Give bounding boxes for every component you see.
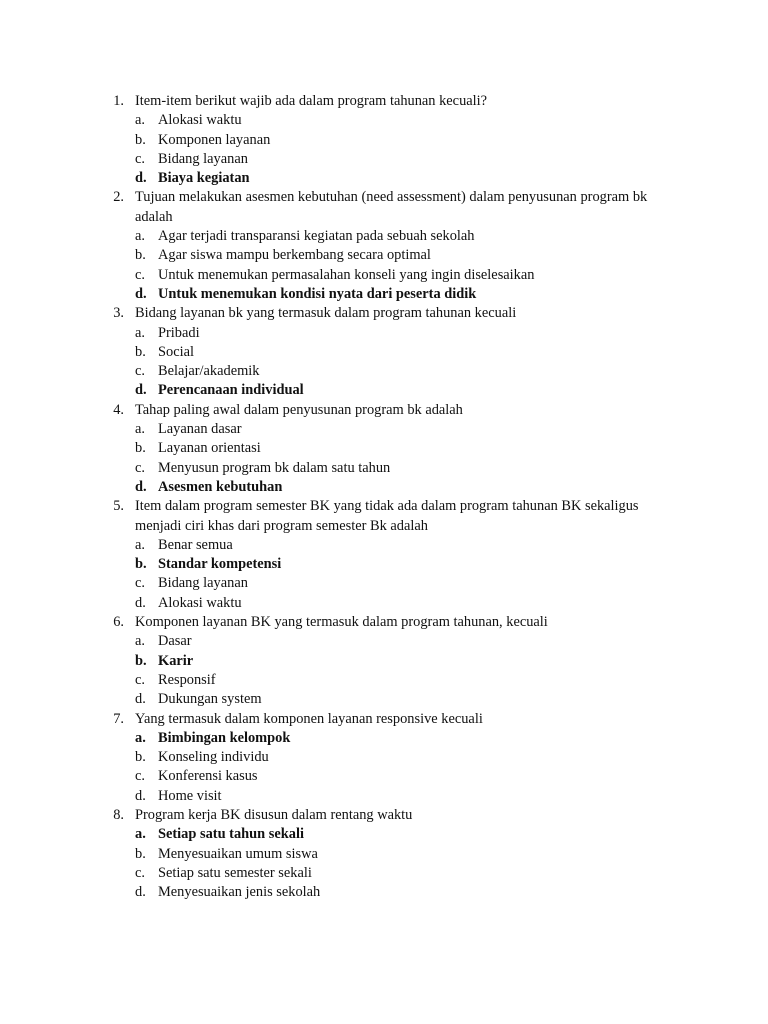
option-letter: d. [135, 691, 146, 708]
option-letter: b. [135, 247, 146, 264]
answer-option [0, 343, 768, 362]
answer-option [0, 845, 768, 864]
question-number: 6. [113, 614, 124, 631]
answer-option [0, 227, 768, 246]
option-text: Benar semua [158, 536, 233, 553]
option-letter: d. [135, 884, 146, 901]
question-item [0, 710, 768, 806]
option-text: Setiap satu tahun sekali [158, 826, 304, 843]
option-letter: c. [135, 266, 145, 283]
answer-option [0, 246, 768, 265]
option-letter: a. [135, 421, 145, 438]
question-text: Bidang layanan bk yang termasuk dalam program tahunan kecuali [135, 305, 517, 322]
question-text: Program kerja BK disusun dalam rentang waktu [135, 806, 413, 823]
question-line [0, 497, 768, 536]
option-text: Biaya kegiatan [158, 170, 250, 187]
question-number: 3. [113, 305, 124, 322]
answer-option-correct [0, 729, 768, 748]
answer-options [0, 632, 768, 709]
option-letter: d. [135, 170, 147, 187]
answer-option-correct [0, 381, 768, 400]
option-letter: d. [135, 787, 146, 804]
option-letter: d. [135, 594, 146, 611]
question-item [0, 401, 768, 497]
answer-options [0, 536, 768, 613]
answer-option [0, 632, 768, 651]
option-text: Standar kompetensi [158, 556, 282, 573]
answer-options [0, 227, 768, 304]
answer-option [0, 266, 768, 285]
question-line [0, 710, 768, 729]
question-text: Tujuan melakukan asesmen kebutuhan (need assessment) dalam penyusunan program bk adalah [135, 189, 648, 225]
answer-option [0, 671, 768, 690]
option-letter: b. [135, 749, 146, 766]
option-text: Konseling individu [158, 749, 269, 766]
option-text: Responsif [158, 671, 216, 688]
question-item [0, 92, 768, 188]
option-letter: c. [135, 150, 145, 167]
option-text: Alokasi waktu [158, 594, 242, 611]
option-text: Bidang layanan [158, 150, 248, 167]
option-text: Social [158, 343, 194, 360]
option-text: Belajar/akademik [158, 363, 260, 380]
answer-option-correct [0, 652, 768, 671]
question-item [0, 613, 768, 709]
option-text: Asesmen kebutuhan [158, 478, 283, 495]
answer-option [0, 420, 768, 439]
option-letter: b. [135, 440, 146, 457]
answer-options [0, 825, 768, 902]
option-letter: b. [135, 845, 146, 862]
option-text: Agar terjadi transparansi kegiatan pada sebuah sekolah [158, 228, 475, 245]
option-text: Pribadi [158, 324, 200, 341]
option-letter: d. [135, 382, 147, 399]
answer-option-correct [0, 285, 768, 304]
option-letter: d. [135, 478, 147, 495]
option-letter: c. [135, 459, 145, 476]
answer-option [0, 131, 768, 150]
option-letter: a. [135, 633, 145, 650]
option-letter: a. [135, 729, 146, 746]
option-text: Menyesuaikan jenis sekolah [158, 884, 321, 901]
answer-options [0, 111, 768, 188]
answer-options [0, 420, 768, 497]
option-text: Perencanaan individual [158, 382, 304, 399]
option-letter: b. [135, 343, 146, 360]
answer-option [0, 864, 768, 883]
answer-option [0, 574, 768, 593]
option-letter: b. [135, 556, 147, 573]
answer-option [0, 690, 768, 709]
option-text: Setiap satu semester sekali [158, 864, 312, 881]
question-item [0, 806, 768, 902]
question-line [0, 304, 768, 323]
question-line [0, 92, 768, 111]
option-text: Menyesuaikan umum siswa [158, 845, 318, 862]
option-letter: c. [135, 768, 145, 785]
answer-option [0, 439, 768, 458]
option-text: Konferensi kasus [158, 768, 258, 785]
question-line [0, 401, 768, 420]
answer-option [0, 362, 768, 381]
question-line [0, 806, 768, 825]
question-line [0, 613, 768, 632]
answer-option [0, 111, 768, 130]
option-text: Alokasi waktu [158, 112, 242, 129]
option-letter: c. [135, 864, 145, 881]
option-text: Layanan dasar [158, 421, 242, 438]
question-text: Item dalam program semester BK yang tidak ada dalam program tahunan BK sekaligus menjadi ciri khas dari program semester Bk adalah [135, 498, 639, 534]
option-text: Home visit [158, 787, 222, 804]
option-letter: d. [135, 285, 147, 302]
answer-option [0, 459, 768, 478]
option-text: Karir [158, 652, 194, 669]
option-text: Bimbingan kelompok [158, 729, 291, 746]
question-number: 1. [113, 93, 124, 109]
answer-options [0, 729, 768, 806]
option-text: Layanan orientasi [158, 440, 261, 457]
option-letter: a. [135, 536, 145, 553]
answer-option [0, 748, 768, 767]
question-number: 8. [113, 806, 124, 823]
answer-option-correct [0, 169, 768, 188]
question-number: 5. [113, 498, 124, 515]
option-text: Menyusun program bk dalam satu tahun [158, 459, 391, 476]
option-letter: b. [135, 652, 147, 669]
answer-option-correct [0, 555, 768, 574]
question-list [0, 92, 768, 902]
option-text: Komponen layanan [158, 131, 271, 148]
answer-option [0, 594, 768, 613]
option-text: Agar siswa mampu berkembang secara optimal [158, 247, 431, 264]
question-line [0, 188, 768, 227]
option-letter: a. [135, 826, 146, 843]
option-text: Untuk menemukan kondisi nyata dari peserta didik [158, 285, 477, 302]
answer-option-correct [0, 825, 768, 844]
option-text: Dukungan system [158, 691, 262, 708]
option-letter: c. [135, 671, 145, 688]
answer-option [0, 324, 768, 343]
answer-option [0, 883, 768, 902]
option-text: Bidang layanan [158, 575, 248, 592]
question-item [0, 497, 768, 613]
option-text: Dasar [158, 633, 192, 650]
option-text: Untuk menemukan permasalahan konseli yang ingin diselesaikan [158, 266, 535, 283]
question-text: Komponen layanan BK yang termasuk dalam program tahunan, kecuali [135, 614, 548, 631]
option-letter: a. [135, 112, 145, 129]
question-item [0, 304, 768, 400]
question-text: Item-item berikut wajib ada dalam program tahunan kecuali? [135, 93, 488, 109]
answer-option [0, 787, 768, 806]
option-letter: b. [135, 131, 146, 148]
question-number: 4. [113, 401, 124, 418]
answer-option [0, 536, 768, 555]
question-number: 7. [113, 710, 124, 727]
option-letter: c. [135, 575, 145, 592]
answer-option [0, 150, 768, 169]
question-number: 2. [113, 189, 124, 206]
answer-option-correct [0, 478, 768, 497]
answer-option [0, 767, 768, 786]
option-letter: c. [135, 363, 145, 380]
question-text: Yang termasuk dalam komponen layanan responsive kecuali [135, 710, 483, 727]
option-letter: a. [135, 324, 145, 341]
answer-options [0, 324, 768, 401]
option-letter: a. [135, 228, 145, 245]
question-text: Tahap paling awal dalam penyusunan program bk adalah [135, 401, 463, 418]
question-item [0, 188, 768, 304]
